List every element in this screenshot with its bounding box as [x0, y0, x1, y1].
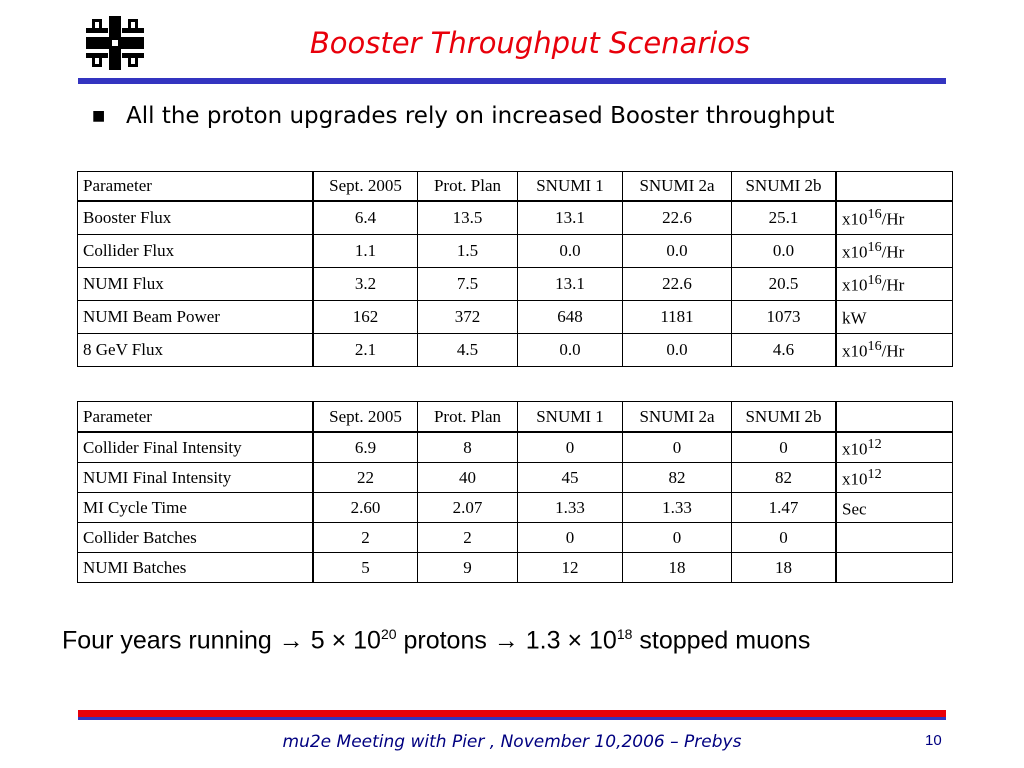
unit-cell [836, 432, 953, 463]
unit-tail: /Hr [881, 275, 905, 295]
unit-base: x10 [842, 341, 868, 361]
unit-base: x10 [842, 242, 868, 262]
value-cell: 2.1 [313, 334, 418, 367]
slide-title: Booster Throughput Scenarios [309, 26, 751, 60]
unit-base: x10 [842, 439, 868, 459]
summary-text: 10 [582, 626, 617, 655]
unit-tail: /Hr [881, 341, 905, 361]
parameter-cell: Collider Batches [78, 523, 314, 553]
column-header: SNUMI 1 [518, 402, 623, 433]
parameter-cell: NUMI Flux [78, 268, 314, 301]
unit-base: kW [842, 308, 867, 328]
value-cell: 12 [518, 553, 623, 583]
unit-cell [836, 235, 953, 268]
summary-text: stopped muons [632, 626, 811, 655]
column-header: SNUMI 2a [623, 402, 732, 433]
value-cell: 45 [518, 463, 623, 493]
table-row [78, 523, 953, 553]
value-cell: 22.6 [623, 201, 732, 235]
table-row [78, 553, 953, 583]
value-cell: 0 [518, 523, 623, 553]
value-cell: 0.0 [732, 235, 837, 268]
column-header [836, 402, 953, 433]
value-cell: 2.60 [313, 493, 418, 523]
value-cell: 22 [313, 463, 418, 493]
column-header: SNUMI 2a [623, 172, 732, 202]
value-cell: 13.1 [518, 268, 623, 301]
parameter-cell: NUMI Beam Power [78, 301, 314, 334]
column-header: Parameter [78, 402, 314, 433]
value-cell: 20.5 [732, 268, 837, 301]
value-cell: 5 [313, 553, 418, 583]
exponent: 18 [616, 626, 633, 642]
value-cell: 9 [418, 553, 518, 583]
column-header: Prot. Plan [418, 172, 518, 202]
parameter-cell: Booster Flux [78, 201, 314, 235]
column-header: Sept. 2005 [313, 402, 418, 433]
column-header: Sept. 2005 [313, 172, 418, 202]
column-header: SNUMI 2b [732, 172, 837, 202]
unit-cell [836, 523, 953, 553]
value-cell: 1.33 [518, 493, 623, 523]
value-cell: 18 [623, 553, 732, 583]
value-cell: 6.9 [313, 432, 418, 463]
value-cell: 2 [313, 523, 418, 553]
unit-cell [836, 301, 953, 334]
value-cell: 0 [732, 523, 837, 553]
unit-exponent: 16 [867, 206, 882, 223]
value-cell: 13.1 [518, 201, 623, 235]
value-cell: 0 [518, 432, 623, 463]
unit-base: x10 [842, 469, 868, 489]
table-header-row [78, 402, 953, 433]
unit-cell [836, 268, 953, 301]
table-row [78, 432, 953, 463]
page-number: 10 [925, 732, 942, 749]
summary-text: 5 [303, 626, 332, 655]
unit-base: x10 [842, 209, 868, 229]
parameter-cell: MI Cycle Time [78, 493, 314, 523]
value-cell: 1.33 [623, 493, 732, 523]
value-cell: 22.6 [623, 268, 732, 301]
summary-line [62, 626, 962, 655]
arrow-icon: → [493, 626, 519, 655]
value-cell: 1.1 [313, 235, 418, 268]
unit-cell [836, 334, 953, 367]
unit-exponent: 12 [867, 465, 882, 482]
column-header: SNUMI 1 [518, 172, 623, 202]
value-cell: 40 [418, 463, 518, 493]
value-cell: 13.5 [418, 201, 518, 235]
intensity-table [77, 401, 953, 583]
value-cell: 0.0 [623, 235, 732, 268]
value-cell: 4.5 [418, 334, 518, 367]
unit-exponent: 16 [867, 338, 882, 355]
title-underline [78, 78, 946, 84]
value-cell: 0 [732, 432, 837, 463]
value-cell: 6.4 [313, 201, 418, 235]
value-cell: 162 [313, 301, 418, 334]
value-cell: 1181 [623, 301, 732, 334]
parameter-cell: Collider Final Intensity [78, 432, 314, 463]
value-cell: 0 [623, 432, 732, 463]
unit-tail: /Hr [881, 209, 905, 229]
parameter-cell: NUMI Final Intensity [78, 463, 314, 493]
value-cell: 0.0 [518, 235, 623, 268]
arrow-icon: → [278, 626, 304, 655]
table-row [78, 334, 953, 367]
times-icon: × [567, 626, 583, 655]
value-cell: 0.0 [623, 334, 732, 367]
value-cell: 82 [732, 463, 837, 493]
table-row [78, 493, 953, 523]
unit-exponent: 16 [867, 272, 882, 289]
column-header [836, 172, 953, 202]
table-row [78, 201, 953, 235]
summary-text: 1.3 [518, 626, 568, 655]
value-cell: 2.07 [418, 493, 518, 523]
exponent: 20 [380, 626, 397, 642]
booster-flux-table [77, 171, 953, 367]
value-cell: 1.5 [418, 235, 518, 268]
bullet-text: All the proton upgrades rely on increased Booster throughput [126, 103, 835, 129]
table-header-row [78, 172, 953, 202]
unit-exponent: 16 [867, 239, 882, 256]
value-cell: 7.5 [418, 268, 518, 301]
parameter-cell: Collider Flux [78, 235, 314, 268]
unit-base: Sec [842, 499, 867, 519]
parameter-cell: NUMI Batches [78, 553, 314, 583]
value-cell: 0 [623, 523, 732, 553]
value-cell: 4.6 [732, 334, 837, 367]
unit-cell [836, 553, 953, 583]
summary-text: protons [396, 626, 494, 655]
times-icon: × [331, 626, 347, 655]
value-cell: 18 [732, 553, 837, 583]
value-cell: 82 [623, 463, 732, 493]
table-row [78, 268, 953, 301]
summary-text: Four years running [62, 626, 279, 655]
unit-cell [836, 201, 953, 235]
column-header: Prot. Plan [418, 402, 518, 433]
value-cell: 3.2 [313, 268, 418, 301]
value-cell: 1.47 [732, 493, 837, 523]
summary-text: 10 [346, 626, 381, 655]
value-cell: 2 [418, 523, 518, 553]
column-header: Parameter [78, 172, 314, 202]
value-cell: 1073 [732, 301, 837, 334]
parameter-cell: 8 GeV Flux [78, 334, 314, 367]
unit-base: x10 [842, 275, 868, 295]
unit-exponent: 12 [867, 435, 882, 452]
value-cell: 25.1 [732, 201, 837, 235]
square-bullet-icon: ■ [92, 108, 106, 124]
table-row [78, 463, 953, 493]
value-cell: 372 [418, 301, 518, 334]
value-cell: 8 [418, 432, 518, 463]
table-row [78, 301, 953, 334]
fermilab-logo-icon [86, 16, 144, 70]
footer-rule [78, 710, 946, 720]
column-header: SNUMI 2b [732, 402, 837, 433]
bullet-item [92, 100, 852, 132]
unit-cell [836, 493, 953, 523]
table-row [78, 235, 953, 268]
unit-tail: /Hr [881, 242, 905, 262]
footer-text: mu2e Meeting with Pier , November 10,2006 – Prebys [282, 732, 742, 752]
value-cell: 0.0 [518, 334, 623, 367]
unit-cell [836, 463, 953, 493]
value-cell: 648 [518, 301, 623, 334]
